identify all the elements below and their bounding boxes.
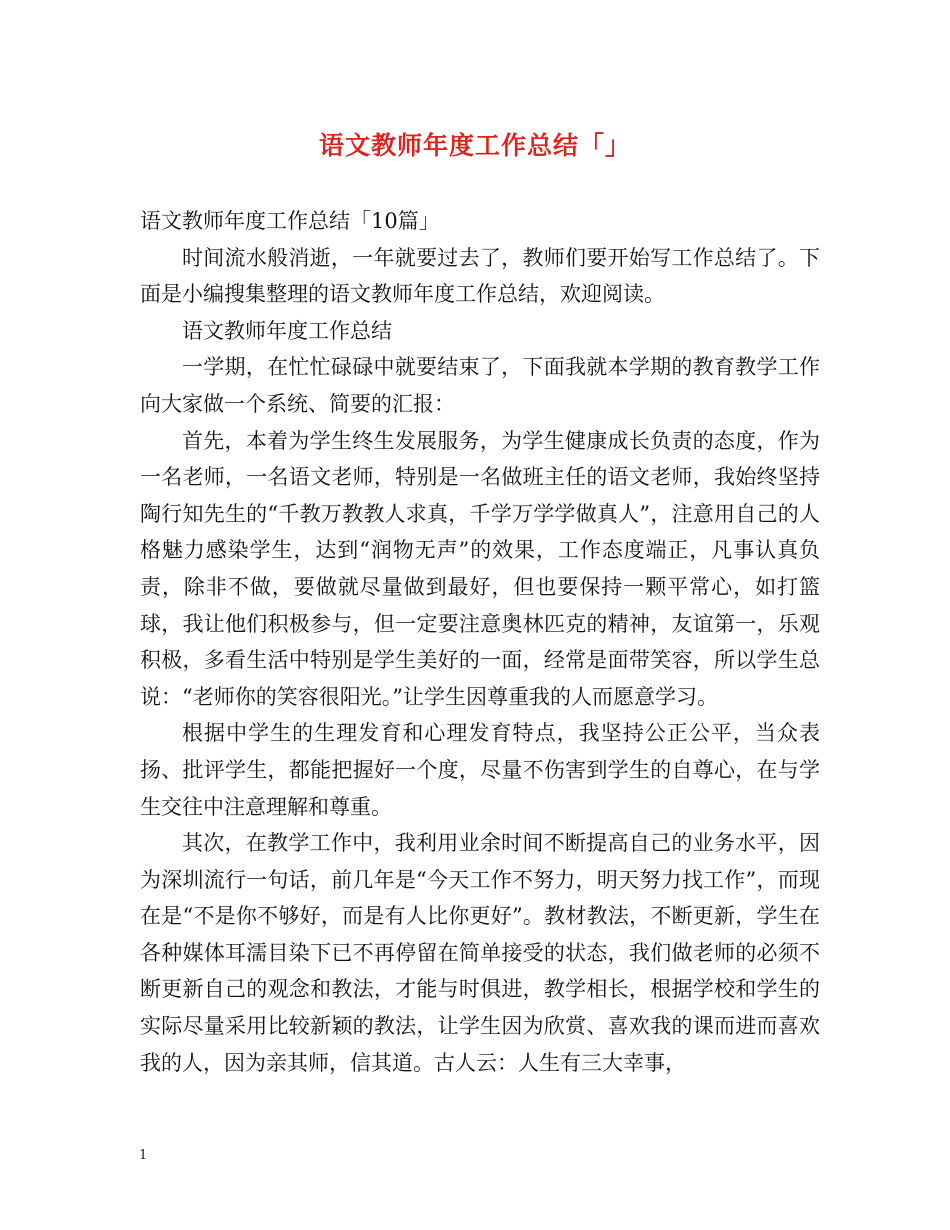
document-body bbox=[140, 203, 820, 1081]
document-title: 语文教师年度工作总结「」 bbox=[318, 131, 631, 160]
section-heading: 语文教师年度工作总结 bbox=[182, 318, 392, 343]
page-number: 1 bbox=[139, 1148, 148, 1163]
paragraph: 根据中学生的生理发育和心理发育特点，我坚持公正公平，当众表扬、批评学生，都能把握好一个度，尽量不伤害到学生的自尊心，在与学生交往中注意理解和尊重。 bbox=[140, 721, 820, 819]
paragraph-subtitle: 语文教师年度工作总结「10篇」 bbox=[140, 209, 440, 233]
paragraph: 一学期，在忙忙碌碌中就要结束了，下面我就本学期的教育教学工作向大家做一个系统、简要的汇报： bbox=[140, 355, 820, 416]
paragraph: 首先，本着为学生终生发展服务，为学生健康成长负责的态度，作为一名老师，一名语文老师，特别是一名做班主任的语文老师，我始终坚持陶行知先生的“千教万教教人求真，千学万学学做真人”，注意用自己的人格魅力感染学生，达到“润物无声”的效果，工作态度端正，凡事认真负责，除非不做，要做就尽量做到最好，但也要保持一颗平常心，如打篮球，我让他们积极参与，但一定要注意奥林匹克的精神，友谊第一，乐观积极，多看生活中特别是学生美好的一面，经常是面带笑容，所以学生总说：“老师你的笑容很阳光。”让学生因尊重我的人而愿意学习。 bbox=[140, 428, 820, 709]
paragraph-intro: 时间流水般消逝，一年就要过去了，教师们要开始写工作总结了。下面是小编搜集整理的语文教师年度工作总结，欢迎阅读。 bbox=[140, 245, 820, 307]
paragraph: 其次，在教学工作中，我利用业余时间不断提高自己的业务水平，因为深圳流行一句话，前几年是“今天工作不努力，明天努力找工作”，而现在是“不是你不够好，而是有人比你更好”。教材教法，不断更新，学生在各种媒体耳濡目染下已不再停留在简单接受的状态，我们做老师的必须不断更新自己的观念和教法，才能与时俱进，教学相长，根据学校和学生的实际尽量采用比较新颖的教法，让学生因为欣赏、喜欢我的课而进而喜欢我的人，因为亲其师，信其道。古人云：人生有三大幸事， bbox=[140, 831, 820, 1075]
